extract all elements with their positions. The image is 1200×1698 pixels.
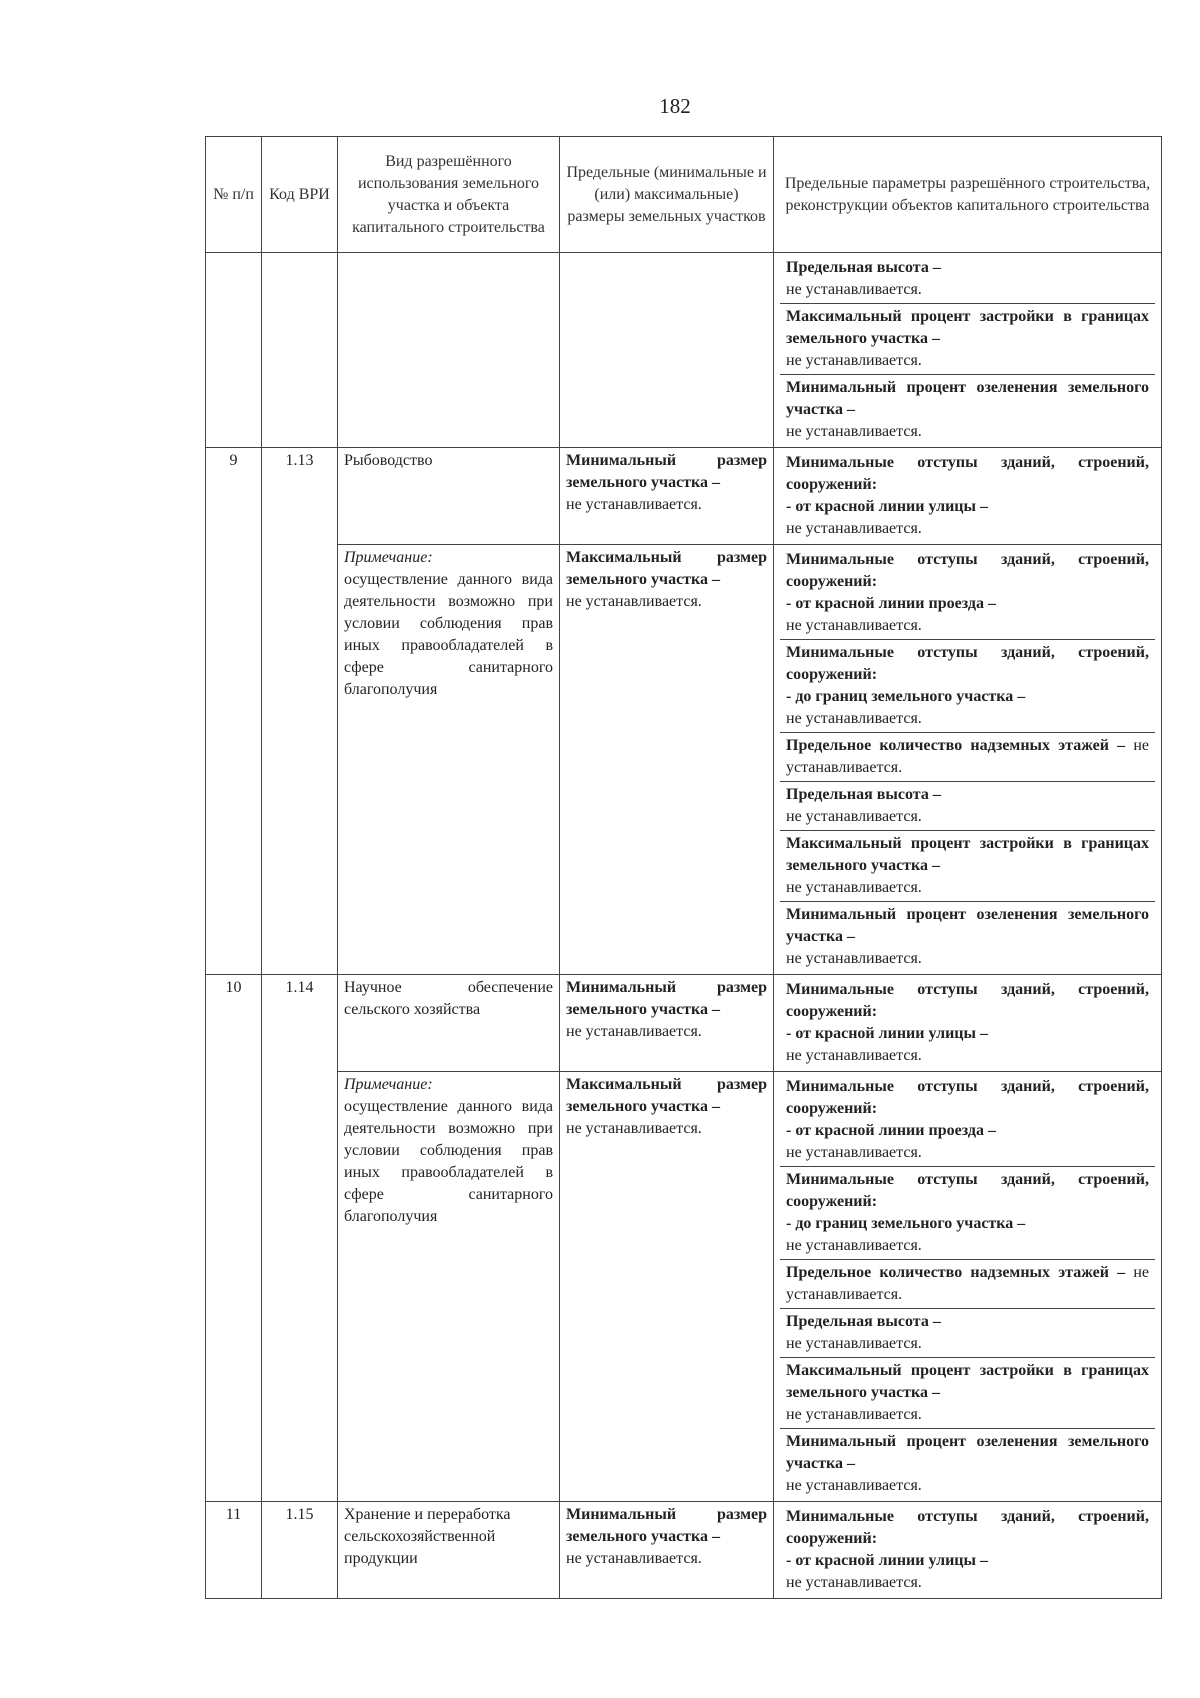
table-row: 9 1.13 Рыбоводство Минимальный размер земельного участка – не устанавливается. Минимальные отступы зданий, строений, сооружений: - от красной линии улицы – не устанавливается.: [206, 448, 1162, 545]
regulations-table: [205, 136, 1162, 1599]
table-row: [206, 253, 1162, 448]
header-num: № п/п: [206, 137, 262, 253]
table-row: 10 1.14 Научное обеспечение сельского хозяйства Минимальный размер земельного участка – не устанавливается. Минимальные отступы зданий, строений, сооружений: - от красной линии улицы – не устанавливается.: [206, 975, 1162, 1072]
table-row: 11 1.15 Хранение и переработка сельскохозяйственной продукции Минимальный размер земельного участка – не устанавливается. Минимальные отступы зданий, строений, сооружений: - от красной линии улицы – не устанавливается.: [206, 1502, 1162, 1599]
page-number: 182: [659, 94, 691, 118]
table-row: Примечание: осуществление данного вида деятельности возможно при условии соблюдения прав иных правообладателей в сфере санитарного благополучия Максимальный размер земельного участка – не устанавливается. Минимальные отступы зданий, строений, сооружений: - от красной линии проезда – не устанавливается. Минимальные отступы зданий, строений, сооружений: - до границ земельного участка – не устанавливается. Предельное количество надземных этажей – не устанавливается. Предельная высота – не устанавливается. Максимальный процент застройки в границах земельного участка – не устанавливается. Минимальный процент озеленения земельного участка – не устанавливается.: [206, 1072, 1162, 1502]
min-size-cell: Минимальный размер земельного участка – не устанавливается.: [560, 1502, 774, 1599]
row-num: 10: [206, 975, 262, 1502]
row-num: 9: [206, 448, 262, 975]
row-num: 11: [206, 1502, 262, 1599]
max-size-cell: Максимальный размер земельного участка – не устанавливается.: [560, 545, 774, 975]
header-type: Вид разрешённого использования земельного участка и объекта капитального строительства: [338, 137, 560, 253]
row-type: Хранение и переработка сельскохозяйственной продукции: [338, 1502, 560, 1599]
table-header-row: [206, 137, 1162, 253]
min-size-cell: Минимальный размер земельного участка – не устанавливается.: [560, 448, 774, 545]
note-cell: Примечание: осуществление данного вида деятельности возможно при условии соблюдения прав иных правообладателей в сфере санитарного благополучия: [338, 1072, 560, 1502]
header-code: Код ВРИ: [262, 137, 338, 253]
header-size: Предельные (минимальные и (или) максимальные) размеры земельных участков: [560, 137, 774, 253]
params-cell: Предельная высота – не устанавливается. Максимальный процент застройки в границах земельного участка – не устанавливается. Минимальный процент озеленения земельного участка – не устанавливается.: [774, 253, 1162, 448]
row-type: Рыбоводство: [338, 448, 560, 545]
table-row: Примечание: осуществление данного вида деятельности возможно при условии соблюдения прав иных правообладателей в сфере санитарного благополучия Максимальный размер земельного участка – не устанавливается. Минимальные отступы зданий, строений, сооружений: - от красной линии проезда – не устанавливается. Минимальные отступы зданий, строений, сооружений: - до границ земельного участка – не устанавливается. Предельное количество надземных этажей – не устанавливается. Предельная высота – не устанавливается. Максимальный процент застройки в границах земельного участка – не устанавливается. Минимальный процент озеленения земельного участка – не устанавливается.: [206, 545, 1162, 975]
row-code: 1.13: [262, 448, 338, 975]
note-cell: Примечание: осуществление данного вида деятельности возможно при условии соблюдения прав иных правообладателей в сфере санитарного благополучия: [338, 545, 560, 975]
row-code: 1.15: [262, 1502, 338, 1599]
row-type: Научное обеспечение сельского хозяйства: [338, 975, 560, 1072]
row-code: 1.14: [262, 975, 338, 1502]
min-size-cell: Минимальный размер земельного участка – не устанавливается.: [560, 975, 774, 1072]
header-params: Предельные параметры разрешённого строительства, реконструкции объектов капитального строительства: [774, 137, 1162, 253]
max-size-cell: Максимальный размер земельного участка – не устанавливается.: [560, 1072, 774, 1502]
